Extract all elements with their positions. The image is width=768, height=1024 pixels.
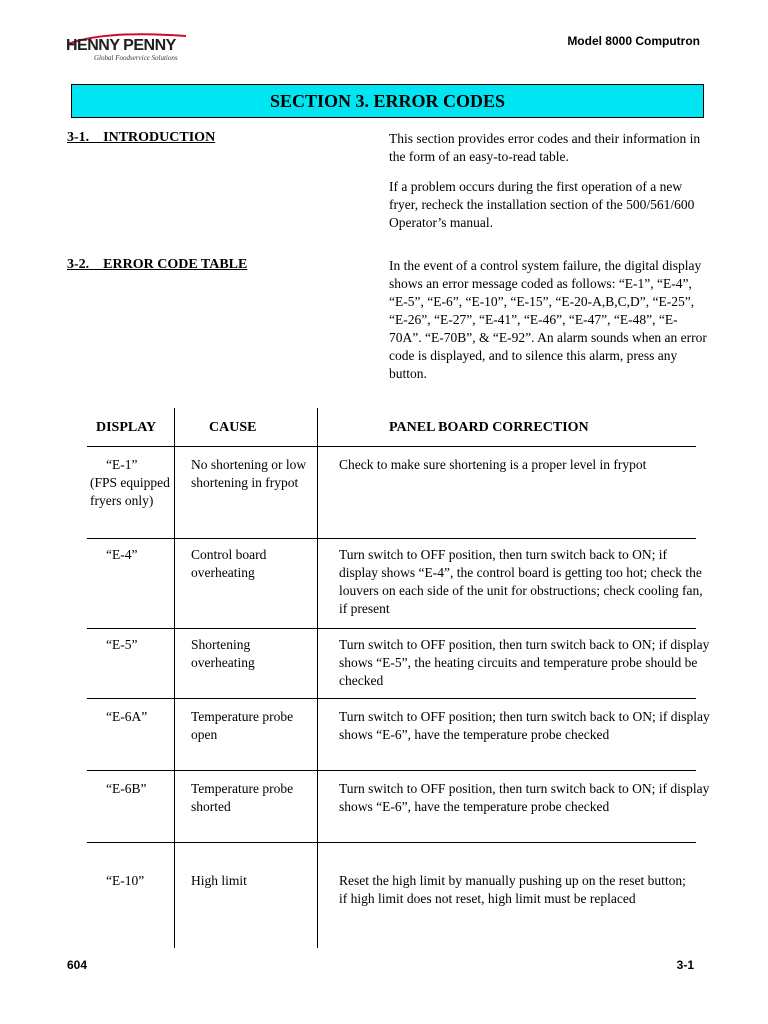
- table-column-rule: [317, 408, 318, 948]
- table-row-rule: [87, 842, 696, 843]
- intro-paragraph-2: If a problem occurs during the first operation of a new fryer, recheck the installation section of the 500/561/600 Operator’s manual.: [389, 179, 695, 230]
- error-table-heading: 3-2. ERROR CODE TABLE: [67, 257, 248, 272]
- row-1-cause: No shortening or low shortening in frypot: [191, 457, 307, 490]
- row-2-correction: Turn switch to OFF position, then turn switch back to ON; if display shows “E-4”, the control board is getting too hot; check the louvers on each side of the unit for obstructions; check cooling fan, if present: [339, 547, 703, 616]
- error-table-intro-text: [389, 257, 709, 383]
- col-header-cause: CAUSE: [209, 420, 257, 435]
- row-6-correction: Reset the high limit by manually pushing up on the reset button; if high limit does not reset, high limit must be replaced: [339, 873, 686, 906]
- intro-text: [389, 130, 709, 232]
- row-5-display: “E-6B”: [106, 781, 147, 796]
- row-5-cause: Temperature probe shorted: [191, 781, 294, 814]
- section-title: SECTION 3. ERROR CODES: [71, 84, 704, 118]
- row-2-cause: Control board overheating: [191, 547, 267, 580]
- row-3-display: “E-5”: [106, 637, 138, 652]
- row-4-correction: Turn switch to OFF position; then turn switch back to ON; if display shows “E-6”, have the temperature probe checked: [339, 709, 710, 742]
- row-3-correction: Turn switch to OFF position, then turn switch back to ON; if display shows “E-5”, the heating circuits and temperature probe should be checked: [339, 637, 710, 688]
- row-5-correction: Turn switch to OFF position, then turn switch back to ON; if display shows “E-6”, have the temperature probe checked: [339, 781, 710, 814]
- table-header-rule: [87, 446, 696, 447]
- table-row-rule: [87, 628, 696, 629]
- footer-left: 604: [67, 958, 88, 972]
- footer-page-number: 3-1: [676, 958, 694, 972]
- logo-name: HENNY PENNY: [66, 37, 176, 54]
- henny-penny-logo: [66, 32, 206, 66]
- row-1-correction: Check to make sure shortening is a proper level in frypot: [339, 457, 647, 472]
- table-row-rule: [87, 538, 696, 539]
- intro-heading: 3-1. INTRODUCTION: [67, 130, 216, 145]
- row-6-display: “E-10”: [106, 873, 145, 888]
- row-4-display: “E-6A”: [106, 709, 148, 724]
- error-table-paragraph: In the event of a control system failure, the digital display shows an error message coded as follows: “E-1”, “E-4”, “E-5”, “E-6”, “E-10”, “E-15”, “E-20-A,B,C,D”, “E-25”, “E-26”, “E-27”, “E-41”, “E-46”, “E-47”, “E-48”, “E-70A”. “E-70B”, & “E-92”. An alarm sounds when an error code is displayed, and to silence this alarm, press any button.: [389, 258, 707, 381]
- row-1-display-note: (FPS equipped fryers only): [90, 475, 170, 508]
- row-2-display: “E-4”: [106, 547, 138, 562]
- intro-paragraph-1: This section provides error codes and their information in the form of an easy-to-read table.: [389, 131, 701, 164]
- row-1-display: “E-1”: [106, 457, 138, 472]
- col-header-display: DISPLAY: [96, 420, 157, 435]
- model-title: Model 8000 Computron: [567, 34, 700, 48]
- row-6-cause: High limit: [191, 873, 247, 888]
- col-header-correction: PANEL BOARD CORRECTION: [389, 420, 589, 435]
- table-row-rule: [87, 770, 696, 771]
- logo-tagline: Global Foodservice Solutions: [94, 54, 178, 62]
- row-3-cause: Shortening overheating: [191, 637, 255, 670]
- row-4-cause: Temperature probe open: [191, 709, 294, 742]
- table-column-rule: [174, 408, 175, 948]
- table-row-rule: [87, 698, 696, 699]
